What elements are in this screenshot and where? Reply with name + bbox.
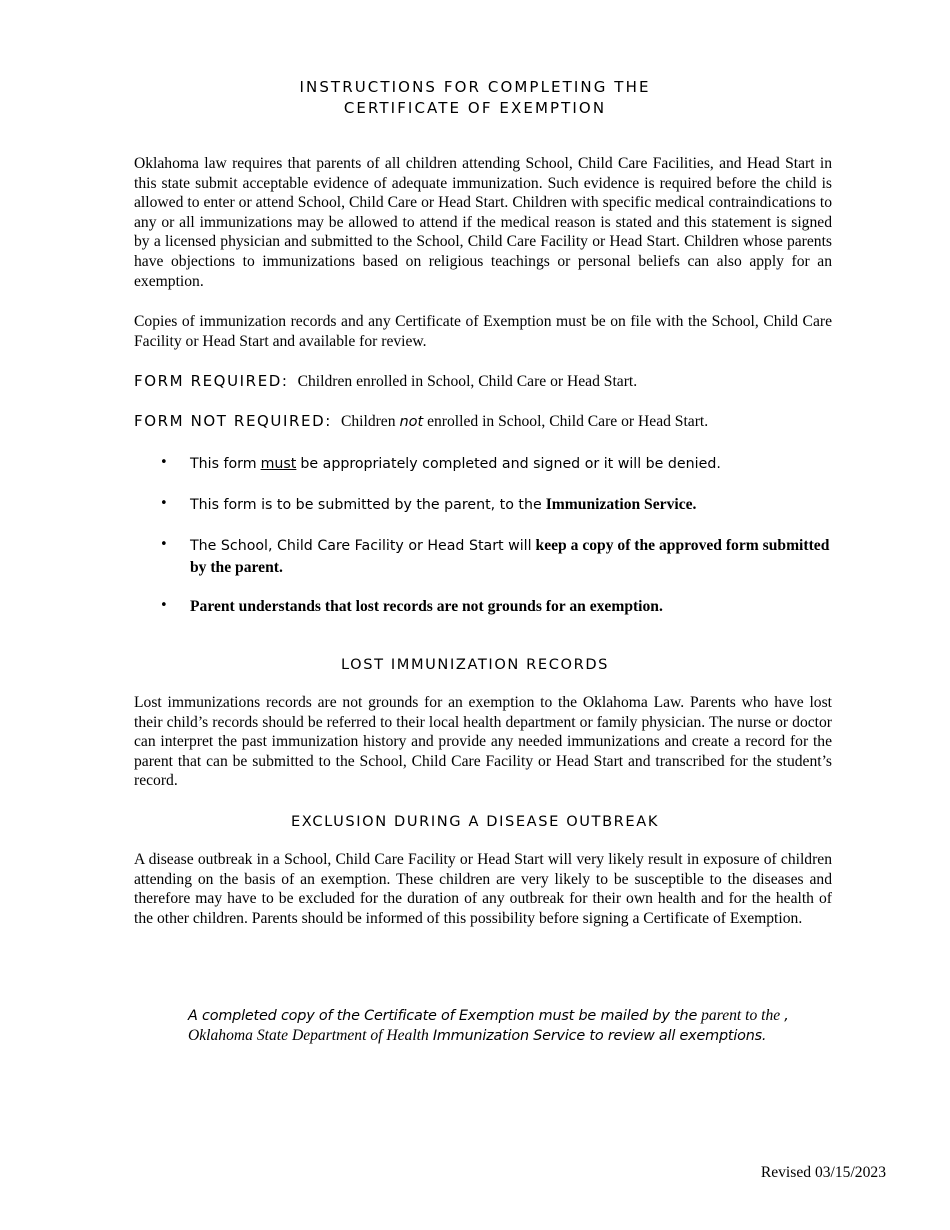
notice-part-2: parent to the (701, 1007, 781, 1024)
bullet-2-text: This form is to be submitted by the parent, to the (190, 497, 542, 513)
form-not-required-label: FORM NOT REQUIRED: (134, 412, 332, 430)
form-not-required-text (341, 413, 708, 430)
document-title-line-1: INSTRUCTIONS FOR COMPLETING THE (299, 78, 651, 96)
document-title-line-2: CERTIFICATE OF EXEMPTION (343, 99, 607, 117)
form-required-line (134, 372, 854, 391)
form-required-label: FORM REQUIRED: (134, 372, 289, 390)
notice-part-1: A completed copy of the Certificate of Exemption must be mailed by the (188, 1008, 698, 1024)
bullet-1-underlined-word: must (260, 456, 297, 472)
bullet-3-bold-text: keep a copy of the approved form submitted by the parent. (190, 537, 830, 576)
intro-paragraph: Oklahoma law requires that parents of all children attending School, Child Care Facilities, and Head Start in this state submit acceptable evidence of adequate immunization. Such evidence is required before the child is allowed to enter or attend School, Child Care or Head Start. Children with specific medical contraindications to any or all immunizations may be allowed to attend if the medical reason is stated and this statement is signed by a licensed physician and submitted to the School, Child Care Facility or Head Start. Children whose parents have objections to immunizations based on religious teachings or personal beliefs can also apply for an exemption. (134, 155, 832, 290)
outbreak-paragraph: A disease outbreak in a School, Child Care Facility or Head Start will very likely result in exposure of children attending on the basis of an exemption. These children are very likely to be susceptible to the diseases and therefore may have to be excluded for the duration of any outbreak for their own health and for the health of the other children. Parents should be informed of this possibility before signing a Certificate of Exemption. (134, 851, 832, 927)
records-paragraph: Copies of immunization records and any Certificate of Exemption must be on file with the School, Child Care Facility or Head Start and available for review. (134, 313, 832, 350)
bullet-icon: • (160, 598, 168, 613)
form-not-required-text-before: Children (340, 413, 396, 430)
notice-part-5: Immunization Service to review all exemptions. (432, 1028, 767, 1044)
notice-part-4: Oklahoma State Department of Health (188, 1027, 429, 1044)
bullet-icon: • (160, 537, 168, 552)
outbreak-heading: EXCLUSION DURING A DISEASE OUTBREAK (290, 813, 660, 830)
bullet-3-text: The School, Child Care Facility or Head Start will (190, 538, 532, 554)
bullet-icon: • (160, 496, 168, 511)
notice-part-3: , (784, 1008, 789, 1024)
mailing-notice (188, 1006, 838, 1046)
bullet-2-bold-text: Immunization Service. (545, 496, 697, 513)
form-required-text: Children enrolled in School, Child Care or Head Start. (297, 373, 638, 390)
bullet-1-text-after: be appropriately completed and signed or it will be denied. (300, 456, 721, 472)
form-not-required-emphasis: not (399, 414, 424, 430)
lost-records-paragraph: Lost immunizations records are not grounds for an exemption to the Oklahoma Law. Parents who have lost their child’s records should be referred to their local health department or family physician. The nurse or doctor can interpret the past immunization history and provide any needed immunizations and create a record for the parent that can be submitted to the School, Child Care Facility or Head Start and transcribed for the student’s record. (134, 694, 832, 790)
bullet-icon: • (160, 455, 168, 470)
bullet-4-bold-text: Parent understands that lost records are not grounds for an exemption. (190, 598, 663, 615)
form-not-required-line (134, 412, 854, 431)
bullet-1-text-before: This form (190, 456, 257, 472)
lost-records-heading: LOST IMMUNIZATION RECORDS (340, 656, 610, 673)
form-not-required-text-after: enrolled in School, Child Care or Head Start. (427, 413, 709, 430)
revision-date: Revised 03/15/2023 (760, 1164, 886, 1181)
